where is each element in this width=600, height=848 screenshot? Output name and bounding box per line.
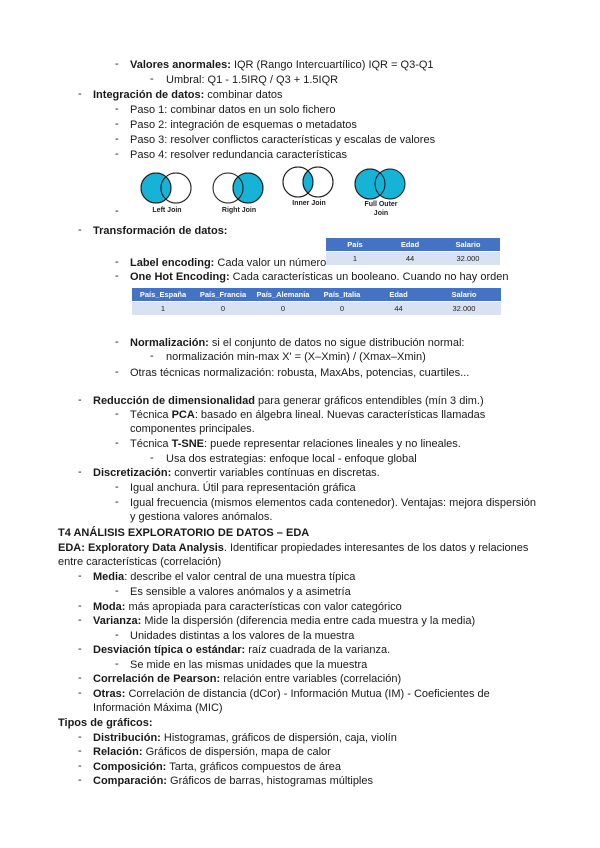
bullet: - [78, 88, 82, 100]
media-text: : describe el valor central de una muestra típica [124, 571, 356, 583]
section-title: T4 ANÁLISIS EXPLORATORIO DE DATOS – EDA [58, 527, 310, 539]
varianza-text: Mide la dispersión (diferencia media entre cada muestra y la media) [141, 615, 476, 627]
table-header: Salario [436, 238, 500, 252]
bullet: - [115, 496, 119, 508]
tsne-line [130, 437, 461, 451]
bullet: - [78, 774, 82, 786]
bullet: - [115, 658, 119, 670]
tipo-label: Composición: [93, 761, 167, 773]
media-line [93, 570, 355, 584]
discretizacion-line [93, 466, 380, 480]
paso-1: Paso 1: combinar datos en un solo fichero [130, 104, 336, 116]
table-cell: 1 [132, 302, 194, 316]
bullet: - [78, 745, 82, 757]
inner-join-label: Inner Join [292, 200, 326, 207]
otras-line-2: Información Máxima (MIC) [93, 702, 223, 714]
bullet: - [115, 133, 119, 145]
discretizacion-label: Discretización: [93, 467, 172, 479]
anomalos-label: Valores anormales: [130, 59, 231, 71]
bullet: - [78, 614, 82, 626]
inner-join-diagram [280, 164, 338, 200]
table-cell: 0 [314, 302, 370, 316]
moda-label: Moda: [93, 601, 126, 613]
bullet: - [78, 466, 82, 478]
estrategias-text: Usa dos estrategias: enfoque local - enfoque global [166, 453, 417, 465]
desviacion-label: Desviación típica o estándar: [93, 644, 246, 656]
table-cell: 1 [326, 252, 384, 266]
varianza-line [93, 614, 475, 628]
paso-2: Paso 2: integración de esquemas o metadatos [130, 119, 357, 131]
reduccion-text: para generar gráficos entendibles (mín 3 dim.) [254, 395, 484, 407]
tipo-composicion [93, 760, 341, 774]
table-cell: 44 [370, 302, 427, 316]
tipo-relacion [93, 745, 331, 759]
reduccion-label: Reducción de dimensionalidad [93, 395, 255, 407]
table-header: País_Italia [314, 288, 370, 302]
reduccion-line [93, 394, 484, 408]
igual-frecuencia-text: Igual frecuencia (mismos elementos cada contenedor). Ventajas: mejora dispersión [130, 497, 536, 509]
paso-4: Paso 4: resolver redundancia características [130, 149, 348, 161]
bullet: - [78, 731, 82, 743]
eda-text: . Identificar propiedades interesantes de los datos y relaciones [223, 542, 529, 554]
tipo-text: Gráficos de dispersión, mapa de calor [142, 746, 331, 758]
bullet: - [78, 394, 82, 406]
bullet: - [78, 687, 82, 699]
table-header: País_España [132, 288, 194, 302]
onehot-label: One Hot Encoding: [130, 271, 230, 283]
table-cell: 32.000 [427, 302, 501, 316]
normalizacion-label: Normalización: [130, 337, 209, 349]
bullet: - [150, 73, 154, 85]
igual-frecuencia-text-2: y gestiona valores anómalos. [130, 511, 273, 523]
bullet: - [115, 437, 119, 449]
bullet: - [115, 481, 119, 493]
moda-text: más apropiada para características con valor categórico [125, 601, 402, 613]
left-join-diagram [138, 170, 196, 206]
tipos-title: Tipos de gráficos: [58, 717, 153, 729]
table-header: País_Francia [194, 288, 252, 302]
label-encoding-text: Cada valor un número [214, 257, 327, 269]
full-outer-join-label: Full Outer Join [364, 201, 398, 217]
bullet: - [115, 58, 119, 70]
bullet: - [78, 760, 82, 772]
igual-anchura-text: Igual anchura. Útil para representación gráfica [130, 482, 356, 494]
table-cell: 32.000 [436, 252, 500, 266]
bullet: - [115, 118, 119, 130]
onehot-text: Cada características un booleano. Cuando no hay orden [229, 271, 509, 283]
moda-line [93, 600, 402, 614]
varianza-sub: Unidades distintas a los valores de la muestra [130, 630, 355, 642]
bullet: - [115, 629, 119, 641]
paso-3: Paso 3: resolver conflictos características y escalas de valores [130, 134, 436, 146]
pearson-text: relación entre variables (correlación) [220, 673, 402, 685]
table-header: Edad [384, 238, 436, 252]
media-label: Media [93, 571, 125, 583]
tipo-label: Distribución: [93, 732, 161, 744]
table-header: Salario [427, 288, 501, 302]
eda-label: EDA: Exploratory Data Analysis [58, 542, 224, 554]
anomalos-line [130, 58, 434, 72]
tipo-text: Gráficos de barras, histogramas múltiples [166, 775, 373, 787]
integracion-line [93, 88, 283, 102]
normalizacion-line [130, 336, 464, 350]
pca-line-2: componentes principales. [130, 423, 255, 435]
table-header: País [326, 238, 384, 252]
normalizacion-text: si el conjunto de datos no sigue distribución normal: [208, 337, 465, 349]
table-cell: 44 [384, 252, 436, 266]
tipo-comparacion [93, 774, 373, 788]
full-outer-join-diagram [352, 166, 410, 202]
table-cell: 0 [252, 302, 314, 316]
bullet: - [115, 103, 119, 115]
onehot-line [130, 270, 508, 284]
eda-line [58, 541, 528, 555]
anomalos-text: IQR (Rango Intercuartílico) IQR = Q3-Q1 [230, 59, 434, 71]
integracion-text: combinar datos [204, 89, 283, 101]
umbral-text: Umbral: Q1 - 1.5IRQ / Q3 + 1.5IQR [166, 74, 339, 86]
desviacion-line [93, 643, 390, 657]
discretizacion-text: convertir variables contínuas en discretas. [171, 467, 380, 479]
pca-prefix: Técnica [130, 409, 172, 421]
otras-label: Otras: [93, 688, 126, 700]
desviacion-text: raíz cuadrada de la varianza. [245, 644, 391, 656]
tipo-label: Relación: [93, 746, 143, 758]
table-header: Edad [370, 288, 427, 302]
otras-tecnicas-text: Otras técnicas normalización: robusta, MaxAbs, potencias, cuartiles... [130, 367, 470, 379]
tsne-prefix: Técnica [130, 438, 172, 450]
varianza-label: Varianza: [93, 615, 142, 627]
table-cell: 0 [194, 302, 252, 316]
bullet: - [115, 585, 119, 597]
bullet: - [115, 205, 119, 217]
eda-line-2: entre características (correlación) [58, 556, 222, 568]
onehot-table [132, 288, 501, 315]
right-join-label: Right Join [221, 207, 257, 214]
bullet: - [115, 336, 119, 348]
bullet: - [150, 452, 154, 464]
pca-text: : basado en álgebra lineal. Nuevas características llamadas [194, 409, 486, 421]
bullet: - [78, 600, 82, 612]
left-join-label: Left Join [152, 207, 182, 214]
transform-heading: Transformación de datos: [93, 225, 228, 237]
media-sub: Es sensible a valores anómalos y a asimetría [130, 586, 351, 598]
tipo-distribucion [93, 731, 397, 745]
bullet: - [78, 570, 82, 582]
tipo-text: Histogramas, gráficos de dispersión, caja, violín [160, 732, 397, 744]
bullet: - [115, 256, 119, 268]
bullet: - [78, 224, 82, 236]
bullet: - [115, 270, 119, 282]
pca-bold: PCA [171, 409, 195, 421]
right-join-diagram [210, 170, 268, 206]
tsne-text: : puede representar relaciones lineales y no lineales. [203, 438, 461, 450]
tipo-label: Comparación: [93, 775, 167, 787]
integracion-label: Integración de datos: [93, 89, 205, 101]
label-encoding-table [326, 238, 500, 265]
minmax-text: normalización min-max X' = (X–Xmin) / (Xmax–Xmin) [166, 351, 426, 363]
desviacion-sub: Se mide en las mismas unidades que la muestra [130, 659, 368, 671]
tipo-text: Tarta, gráficos compuestos de área [166, 761, 342, 773]
tsne-bold: T-SNE [171, 438, 204, 450]
bullet: - [78, 643, 82, 655]
label-encoding-line [130, 256, 326, 270]
otras-line [93, 687, 490, 701]
otras-text: Correlación de distancia (dCor) - Información Mutua (IM) - Coeficientes de [125, 688, 490, 700]
bullet: - [150, 350, 154, 362]
label-encoding-label: Label encoding: [130, 257, 215, 269]
bullet: - [115, 366, 119, 378]
pearson-label: Correlación de Pearson: [93, 673, 221, 685]
pca-line [130, 408, 485, 422]
table-header: País_Alemania [252, 288, 314, 302]
bullet: - [115, 408, 119, 420]
bullet: - [78, 672, 82, 684]
pearson-line [93, 672, 401, 686]
bullet: - [115, 148, 119, 160]
